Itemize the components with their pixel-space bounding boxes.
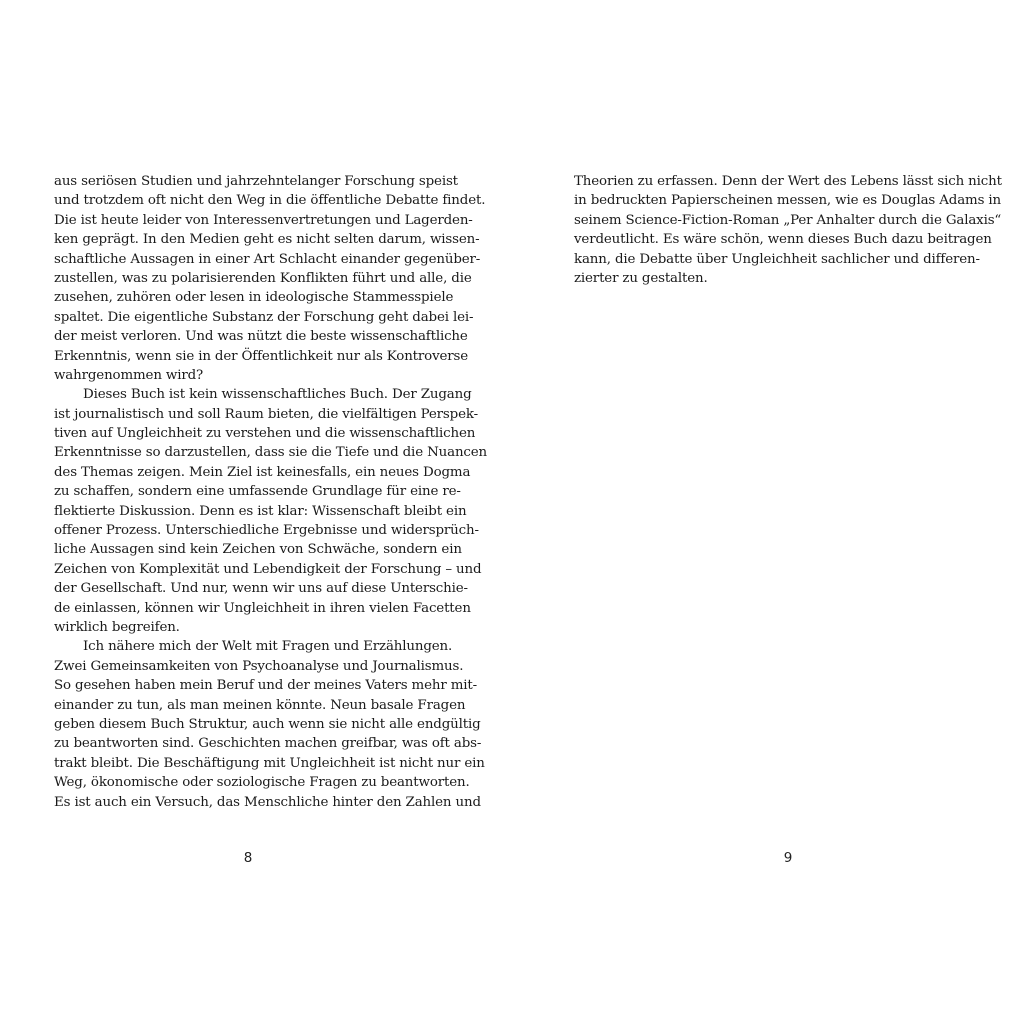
text-line: de einlassen, können wir Ungleichheit in ihren vielen Facetten (54, 600, 471, 616)
text-line: zu beantworten sind. Geschichten machen greifbar, was oft abs- (54, 736, 482, 752)
text-line: zu schaffen, sondern eine umfassende Grundlage für eine re- (54, 484, 461, 500)
right-page-text (574, 172, 1002, 288)
text-line: in bedruckten Papierscheinen messen, wie es Douglas Adams in (574, 193, 1002, 209)
text-line: einander zu tun, als man meinen könnte. Neun basale Fragen (54, 697, 466, 713)
text-line: Zwei Gemeinsamkeiten von Psychoanalyse und Journalismus. (54, 658, 464, 674)
text-line: spaltet. Die eigentliche Substanz der Forschung geht dabei lei- (54, 309, 474, 325)
text-line: offener Prozess. Unterschiedliche Ergebnisse und widersprüch- (54, 523, 479, 539)
text-line: der Gesellschaft. Und nur, wenn wir uns auf diese Unterschie- (54, 581, 468, 597)
text-line: verdeutlicht. Es wäre schön, wenn dieses Buch dazu beitragen (574, 232, 992, 248)
text-line: der meist verloren. Und was nützt die beste wissenschaftliche (54, 329, 468, 345)
right-page (512, 0, 1024, 1024)
text-line: Theorien zu erfassen. Denn der Wert des Lebens lässt sich nicht (574, 174, 1002, 189)
text-line: liche Aussagen sind kein Zeichen von Schwäche, sondern ein (54, 542, 462, 558)
text-line: und trotzdem oft nicht den Weg in die öffentliche Debatte findet. (54, 193, 486, 209)
paragraph-end-line: zierter zu gestalten. (574, 270, 708, 286)
paragraph-end-line: wirklich begreifen. (54, 619, 180, 635)
paragraph-start-line: Dieses Buch ist kein wissenschaftliches Buch. Der Zugang (83, 387, 472, 403)
text-line: zustellen, was zu polarisierenden Konflikten führt und alle, die (54, 270, 472, 286)
text-line: tiven auf Ungleichheit zu verstehen und die wissenschaftlichen (54, 426, 476, 442)
text-line: geben diesem Buch Struktur, auch wenn sie nicht alle endgültig (54, 716, 481, 732)
text-line: Erkenntnisse so darzustellen, dass sie die Tiefe und die Nuancen (54, 445, 488, 461)
text-line: kann, die Debatte über Ungleichheit sachlicher und differen- (574, 251, 980, 267)
text-line: zusehen, zuhören oder lesen in ideologische Stammesspiele (54, 290, 454, 306)
text-line: Weg, ökonomische oder soziologische Fragen zu beantworten. (54, 775, 470, 791)
text-line: So gesehen haben mein Beruf und der meines Vaters mehr mit- (54, 678, 477, 694)
left-page-text (54, 172, 488, 812)
paragraph-end-line: wahrgenommen wird? (54, 367, 204, 383)
text-line: ken geprägt. In den Medien geht es nicht selten darum, wissen- (54, 232, 480, 248)
text-line: flektierte Diskussion. Denn es ist klar: Wissenschaft bleibt ein (54, 503, 467, 519)
text-line: Die ist heute leider von Interessenvertretungen und Lagerden- (54, 212, 473, 228)
text-line: des Themas zeigen. Mein Ziel ist keinesfalls, ein neues Dogma (54, 464, 471, 480)
text-line: Erkenntnis, wenn sie in der Öffentlichkeit nur als Kontroverse (54, 348, 469, 364)
page-number-left: 8 (243, 850, 253, 866)
text-line: aus seriösen Studien und jahrzehntelanger Forschung speist (54, 174, 458, 189)
text-line: schaftliche Aussagen in einer Art Schlacht einander gegenüber- (54, 251, 481, 267)
text-line: ist journalistisch und soll Raum bieten, die vielfältigen Perspek- (54, 406, 478, 422)
page-number-right: 9 (783, 850, 793, 866)
paragraph-start-line: Ich nähere mich der Welt mit Fragen und Erzählungen. (83, 639, 453, 655)
text-line: Es ist auch ein Versuch, das Menschliche hinter den Zahlen und (54, 794, 481, 810)
text-line: Zeichen von Komplexität und Lebendigkeit der Forschung – und (54, 561, 482, 577)
text-line: seinem Science-Fiction-Roman „Per Anhalter durch die Galaxis“ (574, 212, 1002, 228)
text-line: trakt bleibt. Die Beschäftigung mit Ungleichheit ist nicht nur ein (54, 755, 485, 771)
